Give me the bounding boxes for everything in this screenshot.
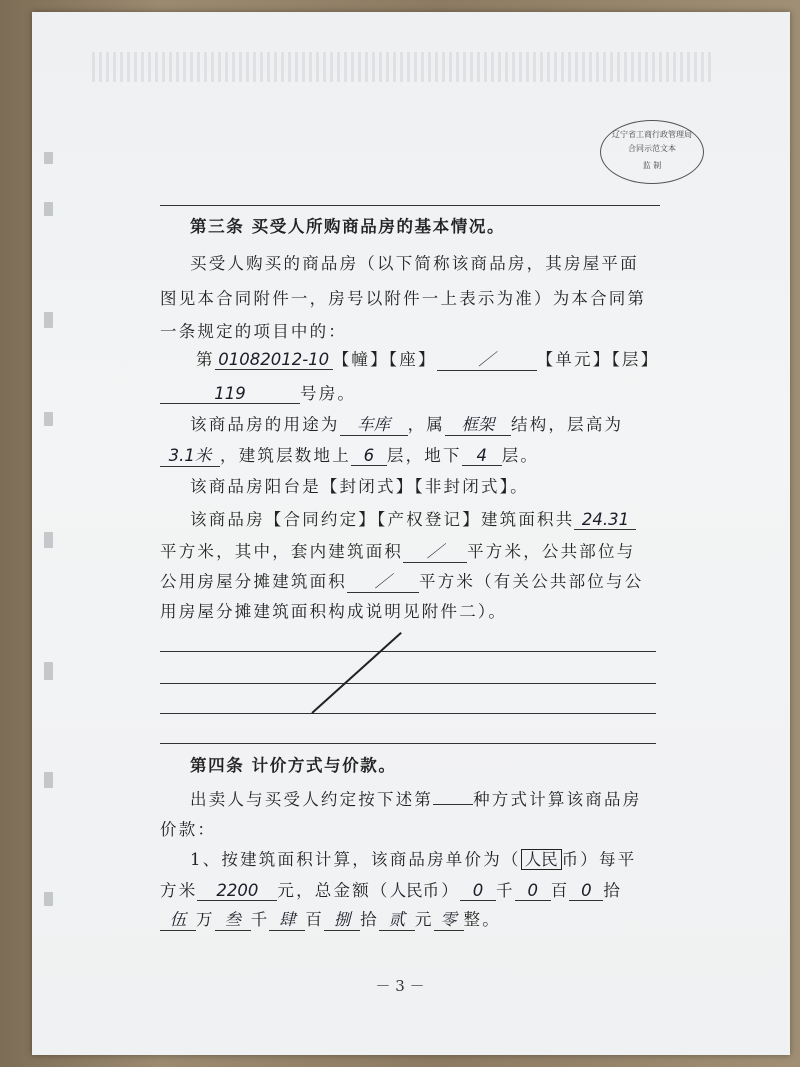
building-label: 【幢】【座】 (332, 350, 437, 369)
per-sqm-label: 币）每平 (561, 850, 637, 869)
shi-label: 拾 (603, 881, 623, 900)
method1-line1 (190, 846, 636, 870)
total-shi-label: 拾 (360, 910, 379, 929)
total-label: 元，总金额（ (277, 881, 390, 900)
binding-mark (44, 532, 53, 548)
use-label: 该商品房的用途为 (190, 415, 340, 434)
area-line3 (160, 568, 643, 593)
article3-p1-line1: 买受人购买的商品房（以下简称该商品房，其房屋平面 (190, 254, 639, 273)
official-seal: 辽宁省工商行政管理局 合同示范文本 监 制 (600, 120, 704, 184)
area-label: 该商品房【合同约定】【产权登记】建筑面积共 (190, 510, 575, 529)
room-label: 号房。 (300, 384, 357, 403)
currency-value: 人民 (521, 849, 562, 870)
floors-above-label: ，建筑层数地上 (220, 446, 351, 465)
method-label: 出卖人与买受人约定按下述第 (190, 790, 434, 809)
height-label: 结构，层高为 (511, 415, 624, 434)
currency-suffix: 币） (422, 881, 461, 900)
structure-value: 框架 (445, 411, 511, 436)
page-number: － 3 － (375, 977, 425, 995)
total-zheng-value: 零 (434, 906, 464, 931)
shared-area-label: 公用房屋分摊建筑面积 (160, 572, 347, 591)
total-qian-value: 叁 (215, 906, 251, 931)
article3-heading: 第三条 买受人所购商品房的基本情况。 (190, 217, 506, 236)
area-line4: 用房屋分摊建筑面积构成说明见附件二）。 (160, 602, 508, 621)
total-shi-value: 捌 (324, 906, 360, 931)
blank-line-1 (160, 651, 656, 652)
article3-p1-line2: 图见本合同附件一，房号以附件一上表示为准）为本合同第 (160, 289, 647, 308)
inner-area-label: 平方米，其中，套内建筑面积 (160, 542, 404, 561)
unit-prefix: 第 (196, 350, 215, 369)
qian-value: 0 (460, 881, 496, 901)
height-value: 3.1米 (160, 442, 220, 467)
qian-label: 千 (496, 881, 515, 900)
binding-mark (44, 662, 53, 680)
total-currency-value: 人民 (389, 881, 423, 900)
total-wan-value: 伍 (160, 906, 196, 931)
area-line2 (160, 538, 635, 563)
unit-line (196, 346, 659, 371)
inner-area-suffix: 平方米，公共部位与 (467, 542, 636, 561)
scan-noise (92, 52, 712, 82)
total-bai-label: 百 (305, 910, 325, 929)
shared-area-value: ／ (347, 568, 419, 593)
balcony-line: 该商品房阳台是【封闭式】【非封闭式】。 (190, 477, 529, 496)
method-number-blank (433, 804, 473, 805)
total-yuan-value: 贰 (379, 906, 415, 931)
article4-p1-line2: 价款： (160, 820, 217, 839)
floors-suffix: 层。 (501, 446, 540, 465)
shared-area-suffix: 平方米（有关公共部位与公 (419, 572, 644, 591)
unit-label: 【单元】【层】 (536, 350, 660, 369)
area-line1 (190, 506, 636, 530)
floors-above-value: 6 (351, 446, 387, 466)
unit-price-value: 2200 (197, 881, 277, 901)
floors-line (160, 442, 539, 467)
area-total-value: 24.31 (574, 510, 636, 530)
article3-p1-line3: 一条规定的项目中的： (160, 322, 347, 341)
blank-line-4 (160, 743, 656, 744)
inner-area-value: ／ (403, 538, 467, 563)
room-number: 119 (160, 384, 300, 404)
total-qian-label: 千 (250, 910, 270, 929)
shi-value: 0 (569, 881, 603, 901)
bai-label: 百 (550, 881, 570, 900)
blank-line-2 (160, 683, 656, 684)
rule-top (160, 205, 660, 206)
zheng-label: 整。 (463, 910, 501, 929)
building-number: 01082012-10 (215, 350, 333, 370)
use-line (190, 411, 623, 436)
binding-mark (44, 312, 53, 328)
wan-label: 万 (196, 910, 215, 929)
blank-line-3 (160, 713, 656, 714)
method-suffix: 种方式计算该商品房 (473, 790, 642, 809)
unit-price-label: 1、按建筑面积计算，该商品房单价为（ (190, 850, 521, 869)
binding-mark (44, 202, 53, 216)
unit-number: ／ (437, 346, 537, 371)
structure-prefix: ，属 (407, 415, 446, 434)
use-value: 车库 (340, 411, 408, 436)
method1-line2 (160, 877, 622, 901)
article4-heading: 第四条 计价方式与价款。 (190, 756, 397, 775)
yuan-label: 元 (414, 910, 434, 929)
sqm-label: 方米 (160, 881, 198, 900)
binding-mark (44, 412, 53, 426)
binding-mark (44, 152, 53, 164)
article4-p1 (190, 786, 641, 810)
room-line (160, 380, 356, 404)
method1-line3 (160, 906, 501, 931)
binding-mark (44, 772, 53, 788)
binding-mark (44, 892, 53, 906)
floors-below-value: 4 (462, 446, 502, 466)
bai-value: 0 (515, 881, 551, 901)
floors-below-label: 层，地下 (386, 446, 462, 465)
total-bai-value: 肆 (269, 906, 305, 931)
